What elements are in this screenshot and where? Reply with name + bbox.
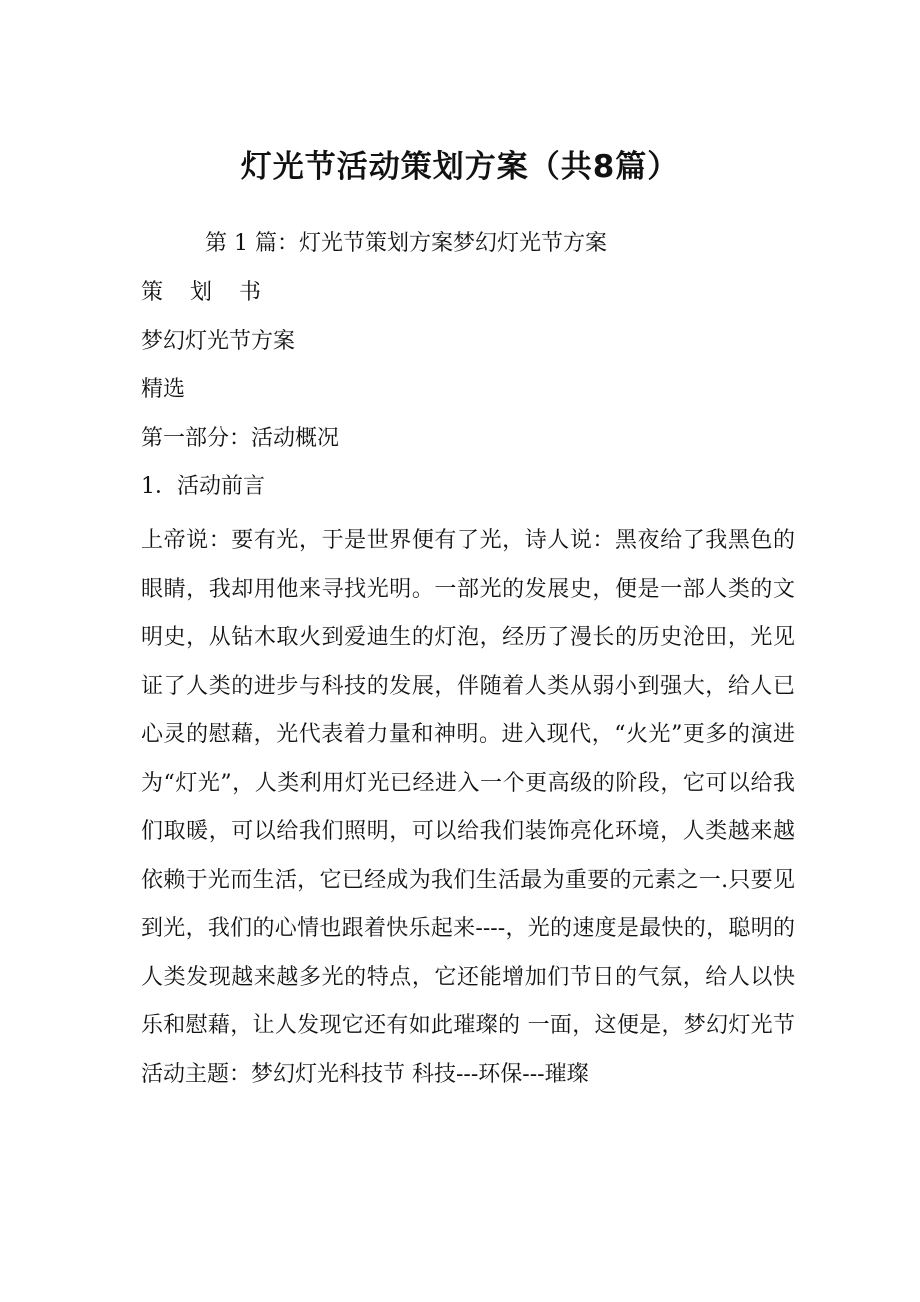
preface-paragraph: 上帝说：要有光，于是世界便有了光，诗人说：黑夜给了我黑色的眼睛，我却用他来寻找光明。一部光的发展史，便是一部人类的文明史，从钻木取火到爱迪生的灯泡，经历了漫长的历史沧田，光见证了人类的进步与科技的发展，伴随着人类从弱小到强大，给人已心灵的慰藉，光代表着力量和神明。进入现代，“火光”更多的演进为“灯光”，人类利用灯光已经进入一个更高级的阶段，它可以给我们取暖，可以给我们照明，可以给我们装饰亮化环境，人类越来越依赖于光而生活，它已经成为我们生活最为重要的元素之一.只要见到光，我们的心情也跟着快乐起来----，光的速度是最快的，聪明的人类发现越来越多光的特点，它还能增加们节日的气氛，给人以快乐和慰藉，让人发现它还有如此璀璨的 一面，这便是，梦幻灯光节 活动主题：梦幻灯光科技节 科技---环保---璀璨 xyxy=(141,528,795,1087)
chapter-heading: 第 1 篇：灯光节策划方案梦幻灯光节方案 xyxy=(205,231,607,256)
section-label-plan-book: 策 划 书 xyxy=(141,280,271,305)
selected-label: 精选 xyxy=(141,377,186,402)
plan-name: 梦幻灯光节方案 xyxy=(141,329,296,354)
document-title: 灯光节活动策划方案（共8篇） xyxy=(240,149,680,185)
subsection-heading-preface: 1．活动前言 xyxy=(141,474,265,499)
part-one-heading: 第一部分：活动概况 xyxy=(141,426,340,451)
